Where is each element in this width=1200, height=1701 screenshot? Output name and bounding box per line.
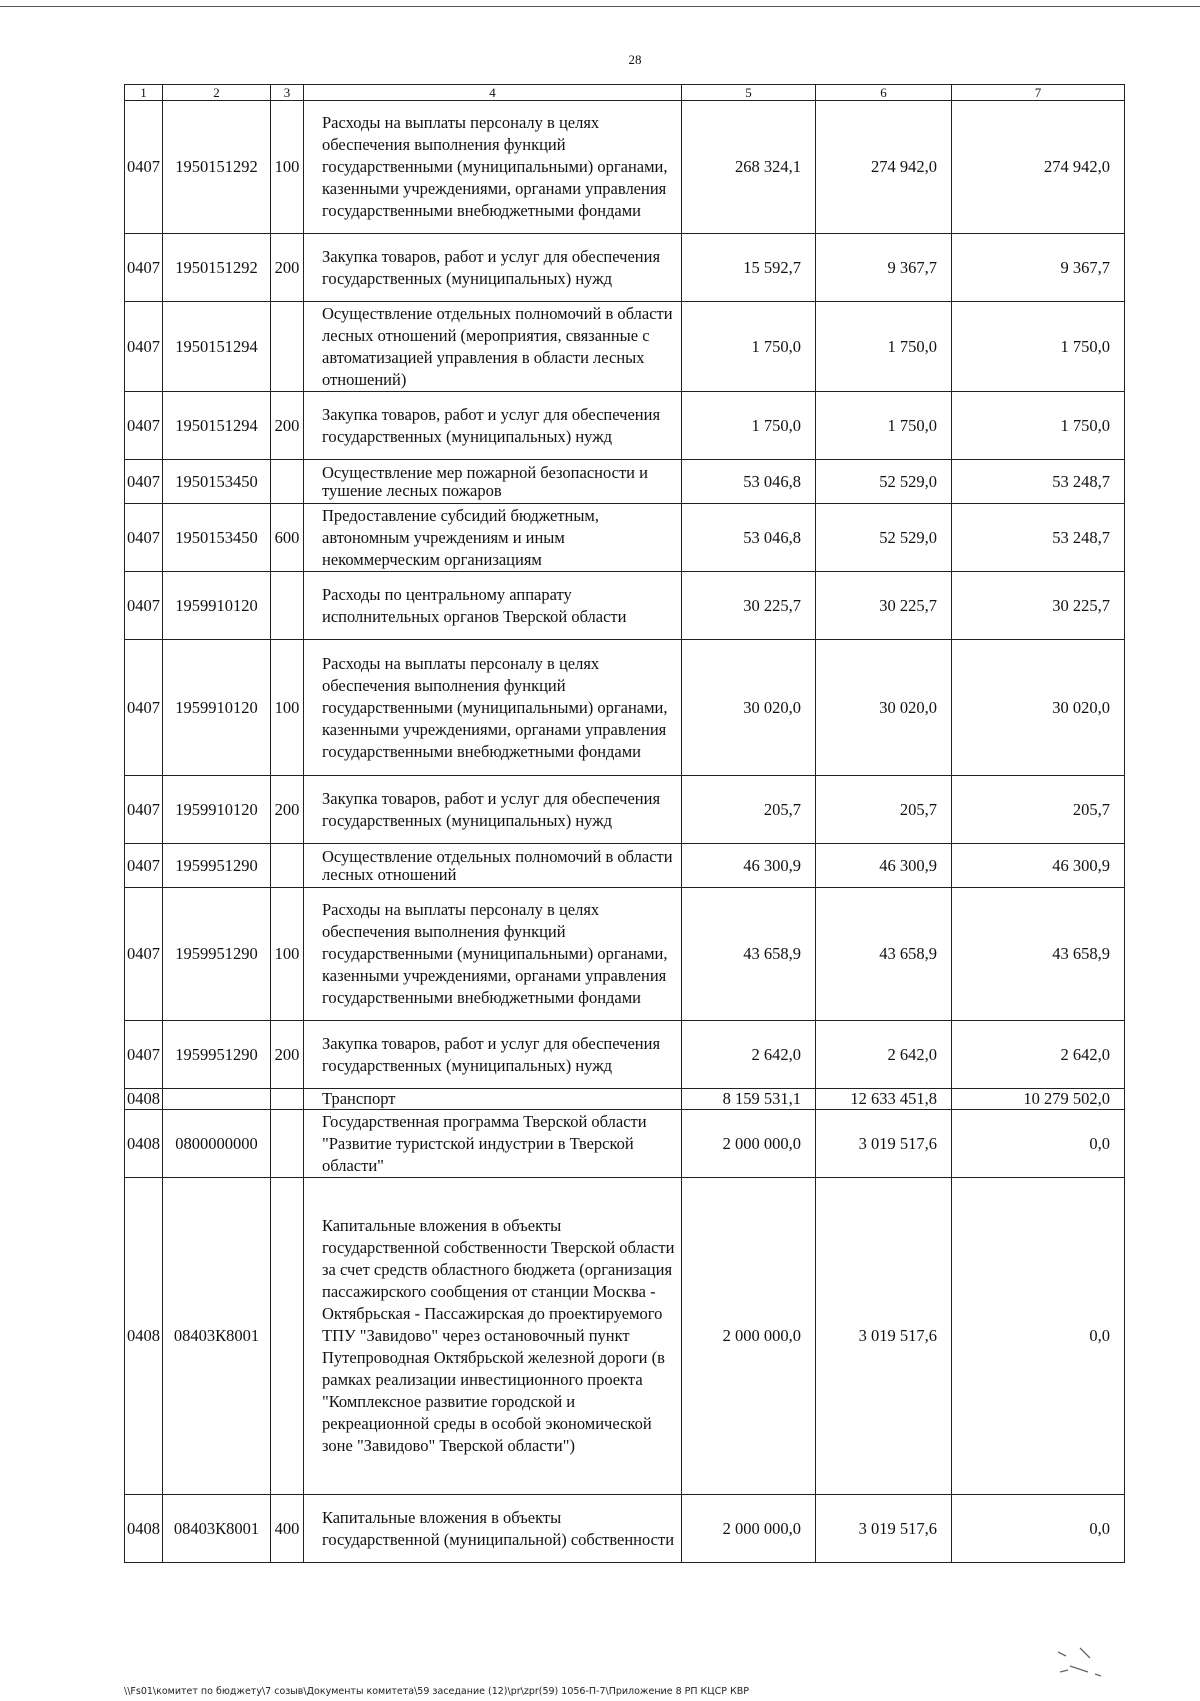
table-row bbox=[125, 1110, 1125, 1178]
expense-type-code: 100 bbox=[271, 640, 304, 776]
target-article-code: 1950151292 bbox=[163, 101, 271, 234]
header-cell: 3 bbox=[271, 85, 304, 101]
file-path-footer: \\Fs01\комитет по бюджету\7 созыв\Документы комитета\59 заседание (12)\pr\zpr(59) 1056-П-7\Приложение 8 РП КЦСР КВР bbox=[124, 1686, 750, 1697]
item-description: Осуществление отдельных полномочий в области лесных отношений (мероприятия, связанные с автоматизацией управления в области лесных отношений) bbox=[304, 302, 682, 392]
target-article-code: 0800000000 bbox=[163, 1110, 271, 1178]
table-row bbox=[125, 640, 1125, 776]
section-code: 0407 bbox=[125, 460, 163, 504]
item-description: Расходы на выплаты персоналу в целях обеспечения выполнения функций государственными (муниципальными) органами, казенными учреждениями, органами управления государственными внебюджетными фондами bbox=[304, 101, 682, 234]
expense-type-code: 200 bbox=[271, 776, 304, 844]
amount-col6: 274 942,0 bbox=[816, 101, 952, 234]
target-article-code: 08403К8001 bbox=[163, 1178, 271, 1495]
table-row bbox=[125, 392, 1125, 460]
item-description: Капитальные вложения в объекты государственной собственности Тверской области за счет средств областного бюджета (организация пассажирского сообщения от станции Москва - Октябрьская - Пассажирская до проектируемого ТПУ "Завидово" через остановочный пункт Путепроводная Октябрьской железной дороги (в рамках реализации инвестиционного проекта "Комплексное развитие городской и рекреационной среды в особой экономической зоне "Завидово" Тверской области") bbox=[304, 1178, 682, 1495]
item-description: Закупка товаров, работ и услуг для обеспечения государственных (муниципальных) нужд bbox=[304, 776, 682, 844]
item-description: Закупка товаров, работ и услуг для обеспечения государственных (муниципальных) нужд bbox=[304, 234, 682, 302]
header-cell: 4 bbox=[304, 85, 682, 101]
amount-col6: 3 019 517,6 bbox=[816, 1110, 952, 1178]
amount-col5: 2 000 000,0 bbox=[682, 1110, 816, 1178]
section-code: 0407 bbox=[125, 504, 163, 572]
amount-col7: 274 942,0 bbox=[952, 101, 1125, 234]
table-row bbox=[125, 504, 1125, 572]
amount-col6: 205,7 bbox=[816, 776, 952, 844]
section-code: 0408 bbox=[125, 1110, 163, 1178]
budget-table bbox=[124, 84, 1125, 1563]
section-code: 0407 bbox=[125, 234, 163, 302]
target-article-code: 1959910120 bbox=[163, 776, 271, 844]
table-row bbox=[125, 1089, 1125, 1110]
section-code: 0407 bbox=[125, 572, 163, 640]
amount-col5: 43 658,9 bbox=[682, 888, 816, 1021]
expense-type-code: 100 bbox=[271, 101, 304, 234]
amount-col7: 0,0 bbox=[952, 1178, 1125, 1495]
section-code: 0408 bbox=[125, 1178, 163, 1495]
amount-col7: 43 658,9 bbox=[952, 888, 1125, 1021]
amount-col5: 46 300,9 bbox=[682, 844, 816, 888]
item-description: Транспорт bbox=[304, 1089, 682, 1110]
table-row bbox=[125, 234, 1125, 302]
item-description: Расходы по центральному аппарату исполнительных органов Тверской области bbox=[304, 572, 682, 640]
header-cell: 1 bbox=[125, 85, 163, 101]
amount-col6: 30 225,7 bbox=[816, 572, 952, 640]
section-code: 0408 bbox=[125, 1089, 163, 1110]
amount-col5: 53 046,8 bbox=[682, 504, 816, 572]
amount-col6: 3 019 517,6 bbox=[816, 1495, 952, 1563]
table-row bbox=[125, 776, 1125, 844]
item-description: Осуществление отдельных полномочий в области лесных отношений bbox=[304, 844, 682, 888]
amount-col6: 3 019 517,6 bbox=[816, 1178, 952, 1495]
amount-col7: 30 225,7 bbox=[952, 572, 1125, 640]
amount-col5: 1 750,0 bbox=[682, 392, 816, 460]
section-code: 0407 bbox=[125, 640, 163, 776]
page-number: 28 bbox=[628, 52, 642, 67]
item-description: Предоставление субсидий бюджетным, автономным учреждениям и иным некоммерческим организациям bbox=[304, 504, 682, 572]
target-article-code: 1959951290 bbox=[163, 844, 271, 888]
amount-col7: 1 750,0 bbox=[952, 302, 1125, 392]
amount-col6: 52 529,0 bbox=[816, 460, 952, 504]
amount-col5: 53 046,8 bbox=[682, 460, 816, 504]
section-code: 0407 bbox=[125, 302, 163, 392]
expense-type-code: 200 bbox=[271, 392, 304, 460]
header-cell: 7 bbox=[952, 85, 1125, 101]
amount-col7: 0,0 bbox=[952, 1495, 1125, 1563]
amount-col7: 53 248,7 bbox=[952, 504, 1125, 572]
amount-col5: 30 020,0 bbox=[682, 640, 816, 776]
table-row bbox=[125, 1021, 1125, 1089]
expense-type-code bbox=[271, 572, 304, 640]
item-description: Расходы на выплаты персоналу в целях обеспечения выполнения функций государственными (муниципальными) органами, казенными учреждениями, органами управления государственными внебюджетными фондами bbox=[304, 888, 682, 1021]
table-row bbox=[125, 460, 1125, 504]
amount-col7: 10 279 502,0 bbox=[952, 1089, 1125, 1110]
amount-col5: 15 592,7 bbox=[682, 234, 816, 302]
amount-col5: 8 159 531,1 bbox=[682, 1089, 816, 1110]
column-number-row bbox=[125, 85, 1125, 101]
section-code: 0407 bbox=[125, 392, 163, 460]
section-code: 0407 bbox=[125, 844, 163, 888]
target-article-code: 1950151294 bbox=[163, 392, 271, 460]
amount-col7: 53 248,7 bbox=[952, 460, 1125, 504]
amount-col7: 1 750,0 bbox=[952, 392, 1125, 460]
table-row bbox=[125, 888, 1125, 1021]
amount-col6: 2 642,0 bbox=[816, 1021, 952, 1089]
table-row bbox=[125, 844, 1125, 888]
expense-type-code: 100 bbox=[271, 888, 304, 1021]
table-row bbox=[125, 302, 1125, 392]
amount-col7: 30 020,0 bbox=[952, 640, 1125, 776]
expense-type-code bbox=[271, 1089, 304, 1110]
amount-col6: 52 529,0 bbox=[816, 504, 952, 572]
amount-col5: 2 642,0 bbox=[682, 1021, 816, 1089]
expense-type-code bbox=[271, 460, 304, 504]
target-article-code: 1959910120 bbox=[163, 572, 271, 640]
section-code: 0407 bbox=[125, 776, 163, 844]
amount-col6: 9 367,7 bbox=[816, 234, 952, 302]
target-article-code: 1959951290 bbox=[163, 888, 271, 1021]
section-code: 0407 bbox=[125, 1021, 163, 1089]
amount-col6: 46 300,9 bbox=[816, 844, 952, 888]
item-description: Государственная программа Тверской области "Развитие туристской индустрии в Тверской области" bbox=[304, 1110, 682, 1178]
amount-col6: 43 658,9 bbox=[816, 888, 952, 1021]
target-article-code: 1950153450 bbox=[163, 460, 271, 504]
amount-col7: 46 300,9 bbox=[952, 844, 1125, 888]
target-article-code: 08403К8001 bbox=[163, 1495, 271, 1563]
amount-col7: 0,0 bbox=[952, 1110, 1125, 1178]
expense-type-code: 600 bbox=[271, 504, 304, 572]
item-description: Закупка товаров, работ и услуг для обеспечения государственных (муниципальных) нужд bbox=[304, 392, 682, 460]
item-description: Осуществление мер пожарной безопасности и тушение лесных пожаров bbox=[304, 460, 682, 504]
table-row bbox=[125, 1495, 1125, 1563]
amount-col5: 2 000 000,0 bbox=[682, 1495, 816, 1563]
amount-col7: 2 642,0 bbox=[952, 1021, 1125, 1089]
section-code: 0408 bbox=[125, 1495, 163, 1563]
target-article-code: 1950151292 bbox=[163, 234, 271, 302]
expense-type-code bbox=[271, 1110, 304, 1178]
signature-mark bbox=[1040, 1640, 1120, 1685]
amount-col5: 268 324,1 bbox=[682, 101, 816, 234]
table-row bbox=[125, 1178, 1125, 1495]
table-row bbox=[125, 101, 1125, 234]
amount-col5: 30 225,7 bbox=[682, 572, 816, 640]
amount-col6: 1 750,0 bbox=[816, 302, 952, 392]
target-article-code: 1959951290 bbox=[163, 1021, 271, 1089]
header-cell: 6 bbox=[816, 85, 952, 101]
expense-type-code bbox=[271, 844, 304, 888]
target-article-code: 1950153450 bbox=[163, 504, 271, 572]
section-code: 0407 bbox=[125, 101, 163, 234]
item-description: Капитальные вложения в объекты государственной (муниципальной) собственности bbox=[304, 1495, 682, 1563]
amount-col6: 12 633 451,8 bbox=[816, 1089, 952, 1110]
amount-col6: 1 750,0 bbox=[816, 392, 952, 460]
target-article-code: 1959910120 bbox=[163, 640, 271, 776]
expense-type-code: 400 bbox=[271, 1495, 304, 1563]
amount-col7: 9 367,7 bbox=[952, 234, 1125, 302]
amount-col5: 1 750,0 bbox=[682, 302, 816, 392]
expense-type-code bbox=[271, 302, 304, 392]
amount-col5: 205,7 bbox=[682, 776, 816, 844]
amount-col6: 30 020,0 bbox=[816, 640, 952, 776]
top-border-line bbox=[0, 6, 1200, 7]
target-article-code bbox=[163, 1089, 271, 1110]
item-description: Закупка товаров, работ и услуг для обеспечения государственных (муниципальных) нужд bbox=[304, 1021, 682, 1089]
amount-col5: 2 000 000,0 bbox=[682, 1178, 816, 1495]
header-cell: 2 bbox=[163, 85, 271, 101]
expense-type-code: 200 bbox=[271, 234, 304, 302]
table-row bbox=[125, 572, 1125, 640]
header-cell: 5 bbox=[682, 85, 816, 101]
amount-col7: 205,7 bbox=[952, 776, 1125, 844]
expense-type-code bbox=[271, 1178, 304, 1495]
expense-type-code: 200 bbox=[271, 1021, 304, 1089]
target-article-code: 1950151294 bbox=[163, 302, 271, 392]
item-description: Расходы на выплаты персоналу в целях обеспечения выполнения функций государственными (муниципальными) органами, казенными учреждениями, органами управления государственными внебюджетными фондами bbox=[304, 640, 682, 776]
section-code: 0407 bbox=[125, 888, 163, 1021]
